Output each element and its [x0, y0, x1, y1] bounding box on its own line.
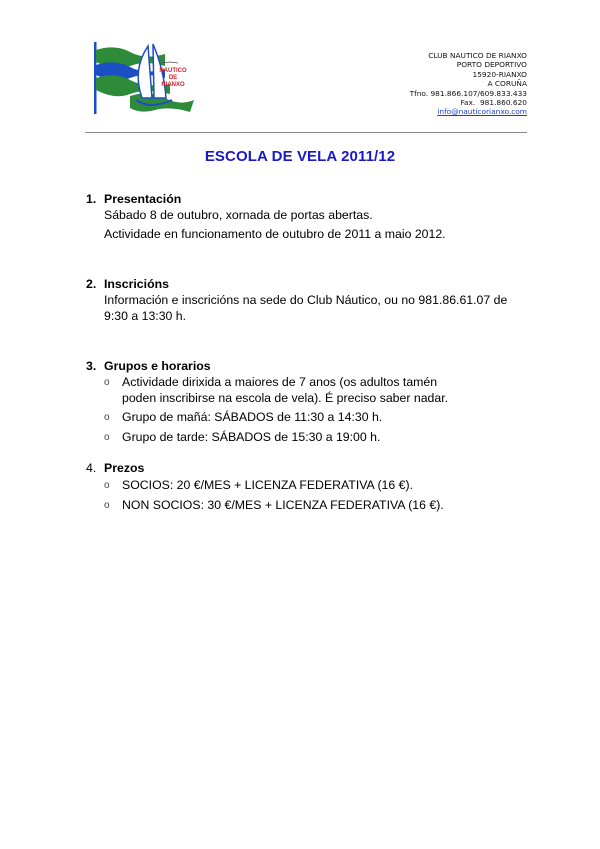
- svg-text:RIANXO: RIANXO: [161, 82, 185, 88]
- postal-code: 15920-RIANXO: [472, 69, 527, 79]
- bullet-circle-icon: o: [104, 432, 110, 443]
- email-link[interactable]: info@nauticorianxo.com: [437, 107, 527, 117]
- paragraph: Información e inscricións na sede do Club Náutico, ou no 981.86.61.07 de 9:30 a 13:30 h.: [104, 293, 508, 323]
- section-prezos: [86, 460, 462, 514]
- bullet-circle-icon: o: [104, 377, 110, 388]
- club-logo: [90, 40, 195, 118]
- section-heading: Prezos: [104, 461, 145, 475]
- section-number: 1.: [86, 192, 97, 206]
- section-number: 3.: [86, 359, 97, 373]
- phone: Tfno. 981.866.107/609.833.433: [409, 88, 527, 98]
- bullet-circle-icon: o: [104, 500, 110, 511]
- province: A CORUÑA: [487, 79, 527, 89]
- section-number: 2.: [86, 277, 97, 291]
- section-heading: Inscricións: [104, 277, 169, 291]
- list-item: o NON SOCIOS: 30 €/MES + LICENZA FEDERATIVA (16 €).: [104, 498, 444, 512]
- document-title: ESCOLA DE VELA 2011/12: [204, 148, 396, 165]
- section-heading: Presentación: [104, 192, 182, 206]
- fax: Fax. 981.860.620: [460, 98, 527, 108]
- bullet-circle-icon: o: [104, 480, 110, 491]
- list-item: o Actividade dirixida a maiores de 7 anos (os adultos tamén poden inscribirse na escola de vela). É preciso saber nadar.: [104, 375, 449, 405]
- flag-sailboat-logo-icon: [90, 40, 195, 118]
- section-inscricions: [86, 276, 509, 324]
- paragraph: Sábado 8 de outubro, xornada de portas abertas.: [104, 208, 373, 222]
- section-number: 4.: [86, 461, 97, 475]
- section-grupos-horarios: [86, 358, 462, 446]
- list-item: o Grupo de mañá: SÁBADOS de 11:30 a 14:30 h.: [104, 410, 383, 424]
- paragraph: Actividade en funcionamento de outubro de 2011 a maio 2012.: [104, 227, 446, 241]
- section-presentacion: [86, 191, 446, 242]
- section-heading: Grupos e horarios: [104, 359, 211, 373]
- contact-info: [410, 51, 527, 117]
- bullet-circle-icon: o: [104, 412, 110, 423]
- club-name: CLUB NAUTICO DE RIANXO: [428, 51, 527, 60]
- svg-text:NAUTICO: NAUTICO: [159, 68, 187, 74]
- svg-text:DE: DE: [168, 75, 178, 81]
- club-location: PORTO DEPORTIVO: [456, 60, 527, 70]
- list-item: o SOCIOS: 20 €/MES + LICENZA FEDERATIVA (16 €).: [104, 478, 414, 492]
- header-divider: [85, 132, 527, 133]
- list-item: o Grupo de tarde: SÁBADOS de 15:30 a 19:00 h.: [104, 430, 381, 444]
